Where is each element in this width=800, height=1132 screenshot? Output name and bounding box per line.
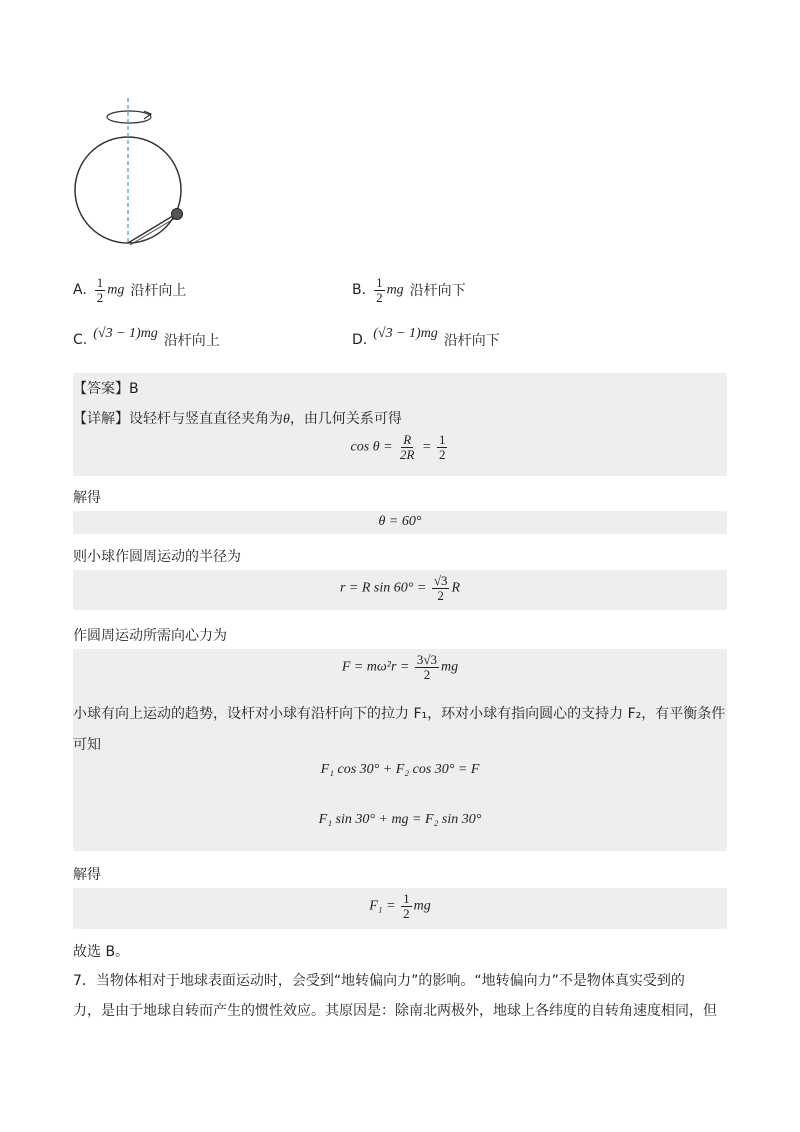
solve-label-1: 解得 — [73, 490, 101, 506]
ring-rod-figure — [68, 92, 198, 252]
radius-text: 则小球作圆周运动的半径为 — [73, 549, 241, 565]
choice-d-text: 沿杆向下 — [443, 333, 500, 349]
detail-line — [73, 408, 402, 428]
rotation-arrow-ellipse — [107, 111, 151, 123]
light-rod-edge — [130, 217, 177, 245]
equation-radius: r = R sin 60° = $\frac{√3}{2}$ R — [339, 573, 461, 603]
analysis-paragraph-line1: 小球有向上运动的趋势，设杆对小球有沿杆向下的拉力 F₁，环对小球有指向圆心的支持力 F₂，有平衡条件 — [73, 706, 726, 722]
centripetal-text: 作圆周运动所需向心力为 — [73, 628, 227, 644]
rotation-arrowhead-icon — [144, 111, 151, 119]
small-ball — [172, 209, 183, 220]
choice-d-letter: D. — [352, 332, 368, 348]
analysis-paragraph-line2: 可知 — [73, 737, 101, 753]
conclusion-text: 故选 B。 — [73, 944, 130, 960]
choice-d[interactable] — [352, 326, 500, 350]
answer-label: 【答案】B — [73, 381, 139, 397]
question-7-line1: 7．当物体相对于地球表面运动时，会受到“地转偏向力”的影响。“地转偏向力”不是物体真实受到的 — [73, 973, 685, 989]
equation-vertical: F₁ sin 30° + mg = F₂ sin 30° — [318, 812, 482, 827]
choice-a-expr: $\frac{1}{2}$ mg — [96, 275, 125, 305]
equation-theta: θ = 60° — [378, 514, 422, 529]
choice-b-expr: $\frac{1}{2}$ mg — [376, 275, 404, 305]
choice-a-text: 沿杆向上 — [130, 283, 187, 300]
detail-intro: 设轻杆与竖直直径夹角为 — [129, 411, 283, 427]
choice-b-text: 沿杆向下 — [409, 283, 466, 300]
equation-f1: F₁ = $\frac{1}{2}$ mg — [369, 891, 431, 921]
choice-b[interactable] — [352, 276, 466, 304]
choice-a[interactable] — [73, 276, 186, 304]
equation-cos-theta: cos θ = $\frac{R}{2R}$ = $\frac{1}{2}$ — [350, 432, 446, 462]
choice-d-expr: (√3 − 1)mg — [373, 326, 438, 341]
choice-a-letter: A. — [73, 282, 87, 299]
choice-c-text: 沿杆向上 — [163, 333, 220, 349]
choice-c-expr: (√3 − 1)mg — [93, 326, 158, 341]
choice-b-letter: B. — [352, 282, 367, 299]
choice-c-letter: C. — [73, 332, 88, 348]
equation-horizontal: F₁ cos 30° + F₂ cos 30° = F — [320, 762, 480, 777]
question-7-line2: 力，是由于地球自转而产生的惯性效应。其原因是：除南北两极外，地球上各纬度的自转角速度相同，但 — [73, 1003, 717, 1019]
detail-tail: ，由几何关系可得 — [289, 411, 402, 427]
equation-centripetal-force: F = mω²r = $\frac{3√3}{2}$ mg — [341, 652, 459, 682]
detail-label: 【详解】 — [73, 411, 129, 427]
solve-label-2: 解得 — [73, 867, 101, 883]
light-rod — [128, 214, 176, 243]
choice-c[interactable] — [73, 326, 220, 350]
theta-symbol: θ — [283, 412, 290, 427]
